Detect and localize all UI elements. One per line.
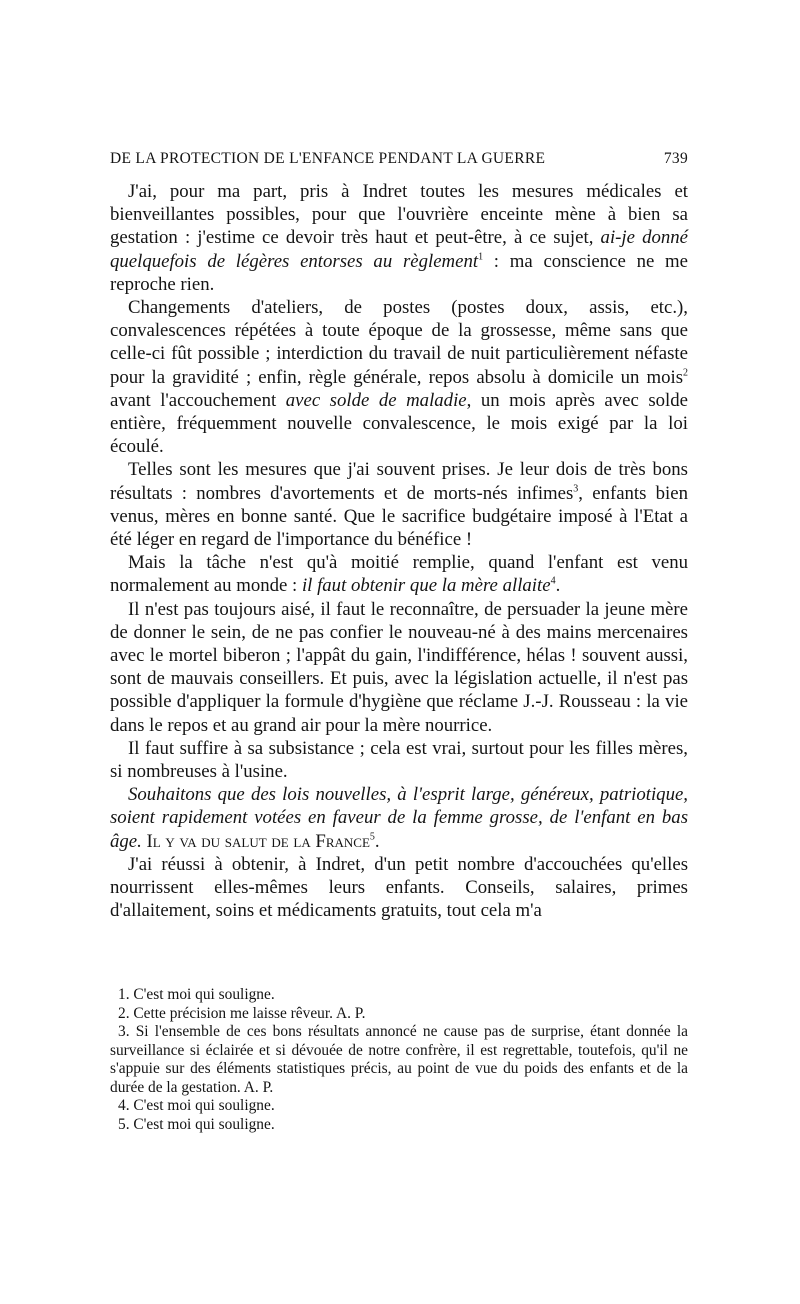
- footnote-ref-1: 1: [478, 251, 484, 263]
- paragraph-6: Il faut suffire à sa subsistance ; cela est vrai, surtout pour les filles mères, si nombreuses à l'usine.: [110, 737, 688, 783]
- paragraph-5: Il n'est pas toujours aisé, il faut le reconnaître, de persuader la jeune mère de donner le sein, de ne pas confier le nouveau-né à des mains mercenaires avec le mortel biberon ; l'appât du gain, l'indifférence, hélas ! souvent aussi, sont de mauvais conseillers. Et puis, avec la législation actuelle, il n'est pas possible d'appliquer la formule d'hygiène que réclame J.-J. Rousseau : la vie dans le repos et au grand air pour la mère nourrice.: [110, 598, 688, 736]
- footnote-4: 4. C'est moi qui souligne.: [118, 1097, 275, 1114]
- paragraph-4: Mais la tâche n'est qu'à moitié remplie, quand l'enfant est venu normalement au monde : il faut obtenir que la mère allaite$^4$.: [110, 552, 688, 597]
- paragraph-1: J'ai, pour ma part, pris à Indret toutes les mesures médicales et bienveillantes possibles, pour que l'ouvrière enceinte mène à bien sa gestation : j'estime ce devoir très haut et peut-être, à ce sujet, ai-je donné quelquefois de légères entorses au règlement$^1$ : ma conscience ne me reproche rien.: [110, 181, 688, 295]
- footnote-ref-5: 5: [369, 831, 375, 843]
- page-number: 739: [663, 150, 688, 167]
- paragraph-2: Changements d'ateliers, de postes (postes doux, assis, etc.), convalescences répétées à toute époque de la grossesse, même sans que celle-ci fût possible ; interdiction du travail de nuit particulièrement néfaste pour la gravidité ; enfin, règle générale, repos absolu à domicile un mois$^2$ avant l'accouchement avec solde de maladie, un mois après avec solde entière, fréquemment nouvelle convalescence, le mois exigé par la loi écoulé.: [110, 297, 688, 458]
- footnote-3: 3. Si l'ensemble de ces bons résultats annoncé ne cause pas de surprise, étant donnée la surveillance si éclairée et si dévouée de notre confrère, il est regrettable, toutefois, qu'il ne s'appuie sur des éléments statistiques précis, au point de vue du poids des enfants et de la durée de la gestation. A. P.: [110, 1023, 688, 1096]
- footnote-ref-4: 4: [550, 576, 556, 588]
- paragraph-8: J'ai réussi à obtenir, à Indret, d'un petit nombre d'accouchées qu'elles nourrissent elles-mêmes leurs enfants. Conseils, salaires, primes d'allaitement, soins et médicaments gratuits, tout cela m'a: [110, 853, 688, 922]
- running-header: [110, 150, 688, 168]
- footnotes: [110, 986, 688, 1134]
- paragraph-7: Souhaitons que des lois nouvelles, à l'esprit large, généreux, patriotique, soient rapidement votées en faveur de la femme grosse, de l'enfant en bas âge. Il y va du salut de la France$^5$.: [110, 784, 688, 852]
- footnote-2: 2. Cette précision me laisse rêveur. A. P.: [118, 1004, 366, 1022]
- body-text: [110, 180, 688, 923]
- running-title: DE LA PROTECTION DE L'ENFANCE PENDANT LA GUERRE: [110, 150, 546, 167]
- footnote-ref-2: 2: [683, 367, 688, 379]
- footnote-1: 1. C'est moi qui souligne.: [118, 986, 275, 1003]
- footnote-5: 5. C'est moi qui souligne.: [118, 1115, 275, 1133]
- footnote-ref-3: 3: [573, 483, 579, 495]
- paragraph-3: Telles sont les mesures que j'ai souvent prises. Je leur dois de très bons résultats : nombres d'avortements et de morts-nés infimes$^3$, enfants bien venus, mères en bonne santé. Que le sacrifice budgétaire imposé à l'Etat a été léger en regard de l'importance du bénéfice !: [110, 459, 689, 551]
